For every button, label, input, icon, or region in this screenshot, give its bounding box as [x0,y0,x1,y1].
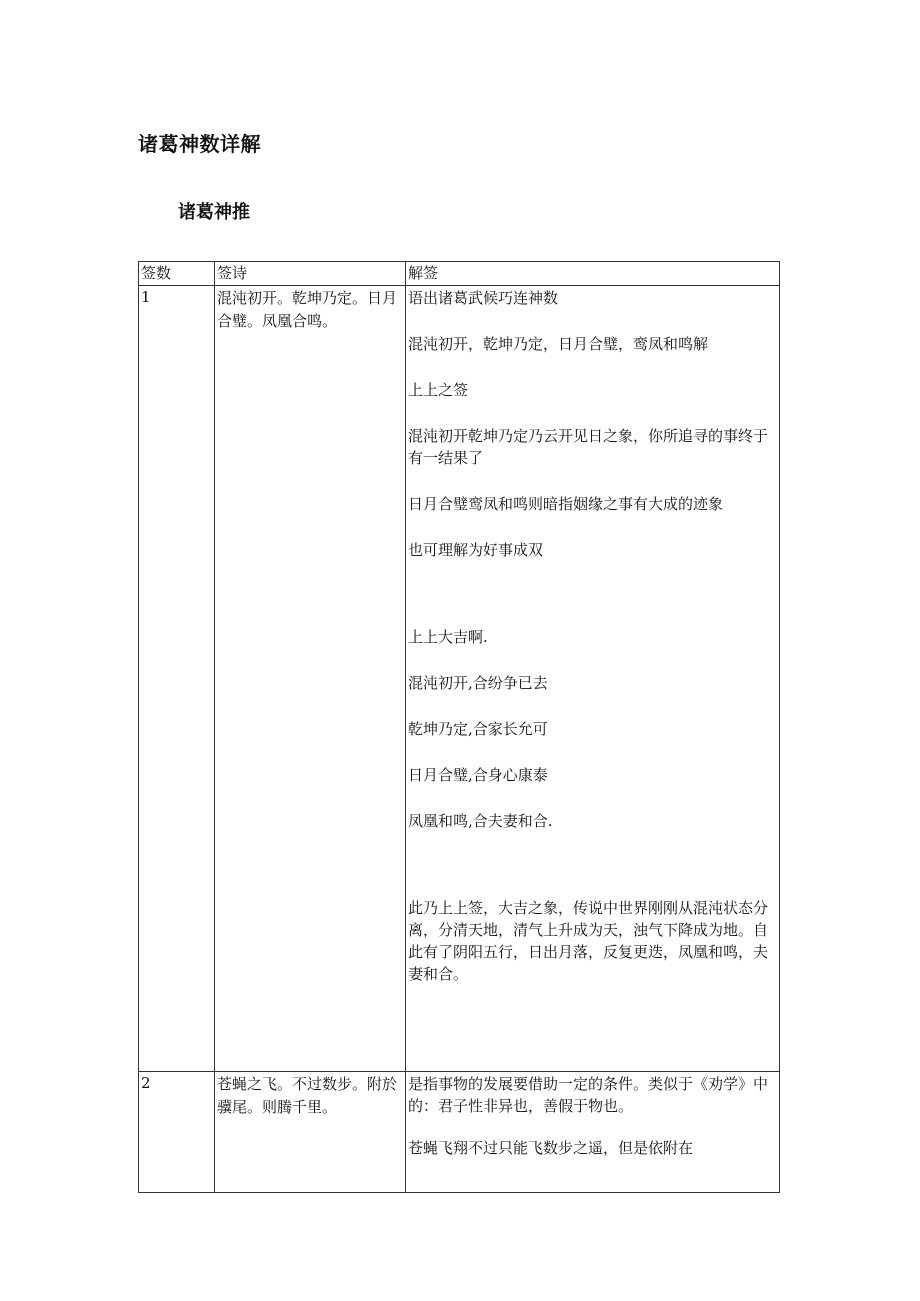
table-row [139,1072,780,1193]
interpretation-paragraph: 日月合璧鸾凤和鸣则暗指姻缘之事有大成的迹象 [408,495,724,513]
interpretation-paragraph: 混沌初开，乾坤乃定，日月合璧，鸾凤和鸣解 [408,335,709,353]
header-poem: 签诗 [215,262,406,286]
table-header-row [139,262,780,286]
interpretation-paragraph: 乾坤乃定,合家长允可 [408,720,548,738]
interpretation-paragraph: 是指事物的发展要借助一定的条件。类似于《劝学》中的：君子性非异也，善假于物也。 [408,1075,769,1115]
interpretation-paragraph: 苍蝇飞翔不过只能飞数步之遥，但是依附在 [408,1139,694,1157]
row-interpretation [406,1072,780,1193]
row-poem: 苍蝇之飞。不过数步。附於骥尾。则腾千里。 [215,1072,406,1193]
section-subtitle: 诸葛神推 [178,202,250,223]
interpretation-paragraph: 上上大吉啊. [408,628,488,646]
interpretation-table [138,261,780,1193]
interpretation-paragraph: 混沌初开,合纷争已去 [408,674,548,692]
interpretation-paragraph: 日月合璧,合身心康泰 [408,766,548,784]
interpretation-paragraph: 上上之签 [408,381,469,399]
interpretation-paragraph: 混沌初开乾坤乃定乃云开见日之象，你所追寻的事终于有一结果了 [408,427,769,467]
header-interpretation: 解签 [406,262,780,286]
interpretation-paragraph: 此乃上上签，大吉之象，传说中世界刚刚从混沌状态分离，分清天地，清气上升成为天，浊气下降成为地。自此有了阴阳五行，日出月落，反复更迭，凤凰和鸣，夫妻和合。 [408,899,769,983]
interpretation-paragraph: 也可理解为好事成双 [408,541,544,559]
interpretation-paragraph: 语出诸葛武候巧连神数 [408,289,559,307]
row-number: 1 [139,286,215,1072]
page-title: 诸葛神数详解 [138,132,261,156]
interpretation-paragraph: 凤凰和鸣,合夫妻和合. [408,812,553,830]
table-row [139,286,780,1072]
row-interpretation [406,286,780,1072]
header-number: 签数 [139,262,215,286]
row-poem: 混沌初开。乾坤乃定。日月合璧。凤凰合鸣。 [215,286,406,1072]
row-number: 2 [139,1072,215,1193]
